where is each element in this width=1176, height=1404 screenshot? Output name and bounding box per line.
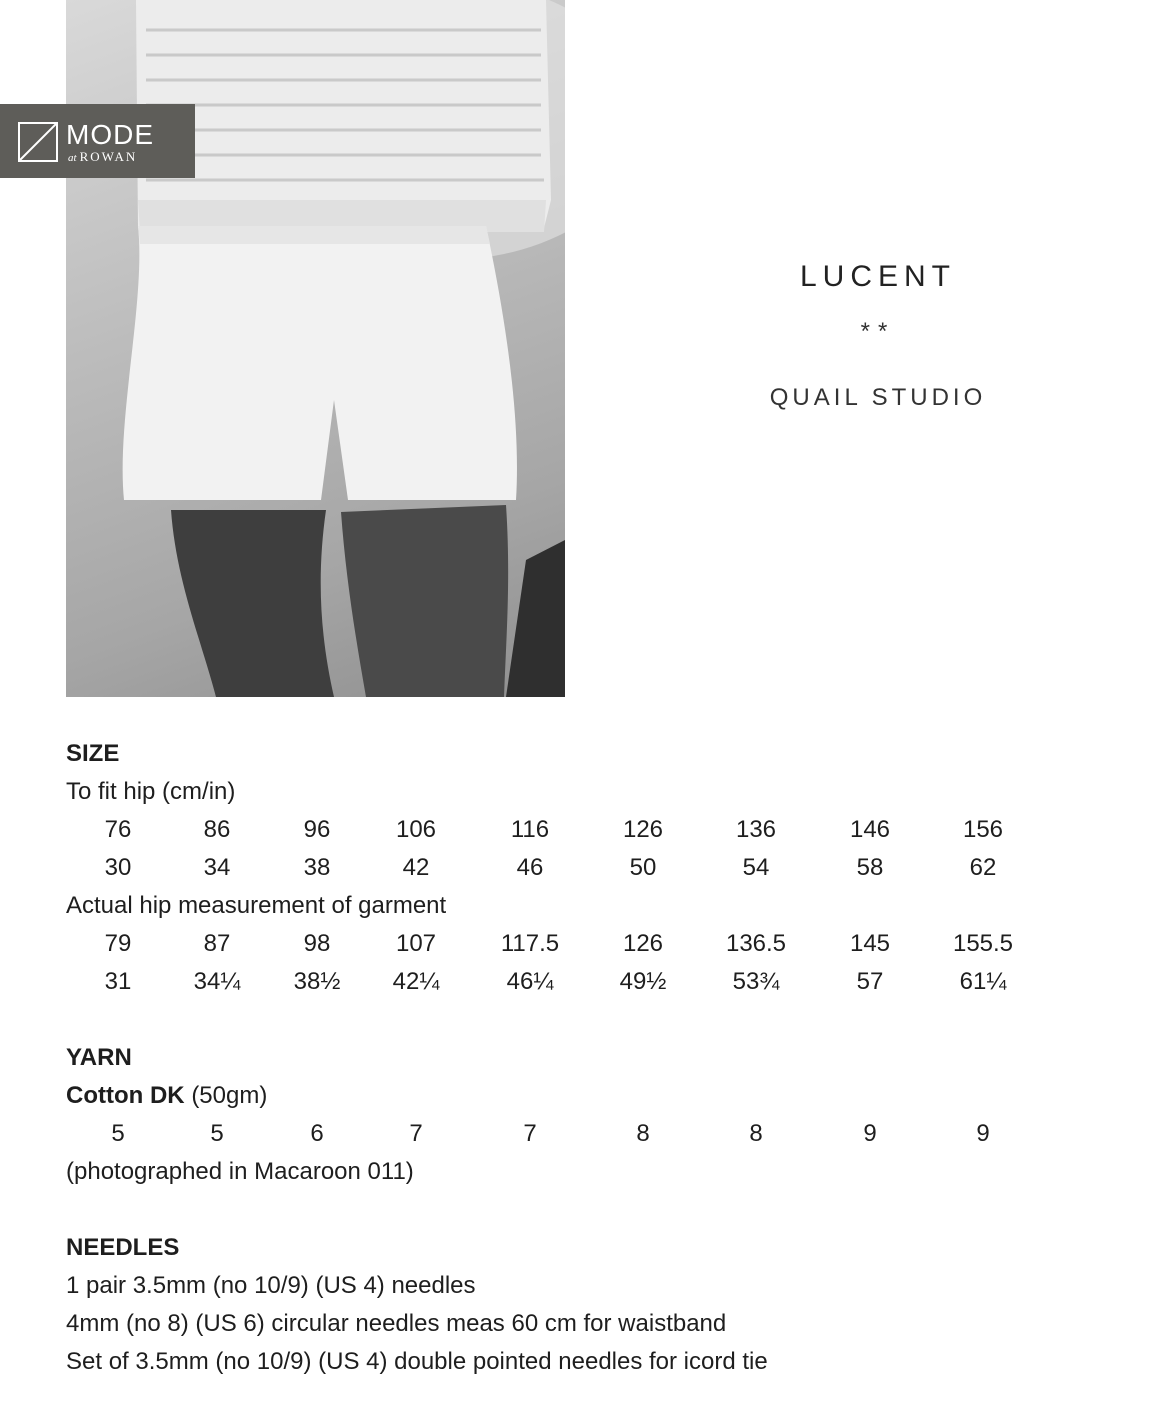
yarn-name: Cotton DK (66, 1082, 185, 1109)
table-cell: 8 (636, 1120, 650, 1147)
designer-name: QUAIL STUDIO (769, 384, 987, 411)
table-cell: 42¼ (392, 968, 440, 995)
table-cell: 38 (303, 854, 331, 881)
logo-at: at (68, 152, 77, 164)
needle-line: 4mm (no 8) (US 6) circular needles meas 60 cm for waistband (66, 1310, 727, 1337)
table-cell: 9 (863, 1120, 877, 1147)
table-cell: 46¼ (506, 968, 554, 995)
mode-at-rowan-logo (0, 104, 195, 178)
fit-hip-label: To fit hip (cm/in) (66, 778, 236, 805)
table-cell: 106 (395, 816, 437, 843)
table-cell: 86 (203, 816, 231, 843)
yarn-heading: YARN (66, 1044, 132, 1071)
table-cell: 34¼ (193, 968, 241, 995)
table-cell: 7 (523, 1120, 537, 1147)
size-heading: SIZE (66, 740, 120, 767)
table-cell: 155.5 (952, 930, 1014, 957)
logo-sub (68, 149, 137, 165)
table-cell: 50 (629, 854, 657, 881)
needle-line: 1 pair 3.5mm (no 10/9) (US 4) needles (66, 1272, 476, 1299)
actual-cm-row (0, 929, 1176, 959)
table-cell: 76 (104, 816, 132, 843)
logo-mark-icon (18, 122, 58, 162)
table-cell: 57 (856, 968, 884, 995)
table-cell: 145 (849, 930, 891, 957)
table-cell: 8 (749, 1120, 763, 1147)
table-cell: 79 (104, 930, 132, 957)
table-cell: 116 (510, 816, 550, 843)
table-cell: 146 (849, 816, 891, 843)
table-cell: 31 (104, 968, 132, 995)
table-cell: 5 (210, 1120, 224, 1147)
yarn-note: (photographed in Macaroon 011) (66, 1158, 414, 1185)
table-cell: 96 (303, 816, 331, 843)
table-cell: 126 (622, 816, 664, 843)
actual-hip-label: Actual hip measurement of garment (66, 892, 447, 919)
table-cell: 7 (409, 1120, 423, 1147)
table-cell: 42 (402, 854, 430, 881)
table-cell: 62 (969, 854, 997, 881)
pattern-title: LUCENT (799, 260, 956, 293)
table-cell: 49½ (619, 968, 667, 995)
table-cell: 46 (516, 854, 544, 881)
table-cell: 117.5 (500, 930, 560, 957)
table-cell: 136 (735, 816, 777, 843)
table-cell: 98 (303, 930, 331, 957)
table-cell: 54 (742, 854, 770, 881)
actual-in-row (0, 967, 1176, 997)
yarn-line (66, 1081, 267, 1111)
table-cell: 107 (395, 930, 437, 957)
table-cell: 30 (104, 854, 132, 881)
table-cell: 34 (203, 854, 231, 881)
table-cell: 156 (962, 816, 1004, 843)
table-cell: 9 (976, 1120, 990, 1147)
table-cell: 38½ (293, 968, 341, 995)
fit-cm-row (0, 815, 1176, 845)
logo-brand: MODE (66, 119, 154, 150)
table-cell: 6 (310, 1120, 324, 1147)
needles-heading: NEEDLES (66, 1234, 180, 1261)
fit-in-row (0, 853, 1176, 883)
table-cell: 5 (111, 1120, 125, 1147)
logo-sub-text: ROWAN (79, 149, 138, 164)
table-cell: 58 (856, 854, 884, 881)
table-cell: 126 (622, 930, 664, 957)
table-cell: 53¾ (732, 968, 780, 995)
yarn-weight: (50gm) (191, 1082, 268, 1109)
table-cell: 87 (203, 930, 231, 957)
table-cell: 136.5 (725, 930, 787, 957)
table-cell: 61¼ (959, 968, 1007, 995)
needle-line: Set of 3.5mm (no 10/9) (US 4) double pointed needles for icord tie (66, 1348, 768, 1375)
difficulty-stars: ** (860, 318, 896, 345)
yarn-balls-row (0, 1119, 1176, 1149)
